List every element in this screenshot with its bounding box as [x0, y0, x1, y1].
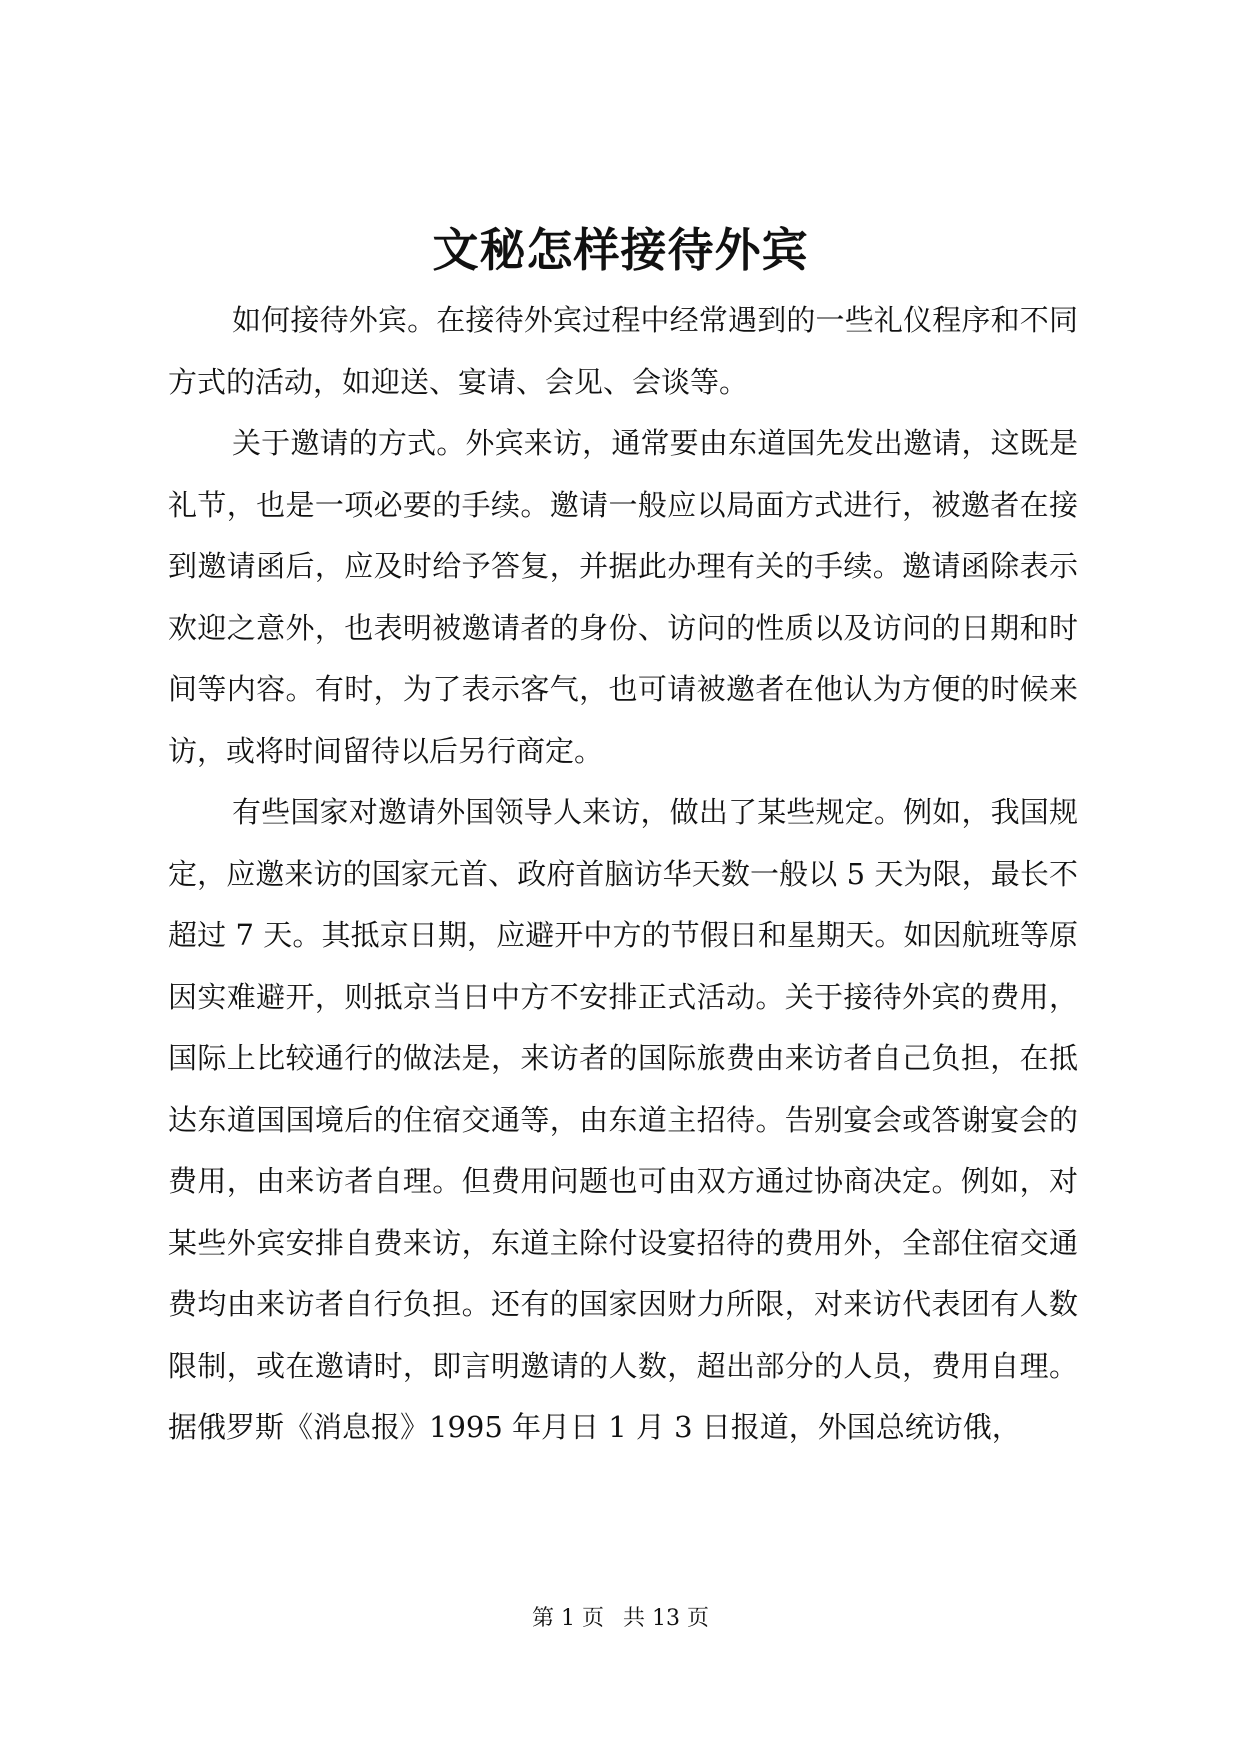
- document-body: [168, 290, 1078, 1459]
- page-number-current: 第 1 页: [532, 1606, 604, 1631]
- paragraph-1: 如何接待外宾。在接待外宾过程中经常遇到的一些礼仪程序和不同方式的活动，如迎送、宴请、会见、会谈等。: [168, 303, 1078, 399]
- page-footer: [0, 1604, 1241, 1634]
- paragraph-2: 关于邀请的方式。外宾来访，通常要由东道国先发出邀请，这既是礼节，也是一项必要的手续。邀请一般应以局面方式进行，被邀者在接到邀请函后，应及时给予答复，并据此办理有关的手续。邀请函除表示欢迎之意外，也表明被邀请者的身份、访问的性质以及访问的日期和时间等内容。有时，为了表示客气，也可请被邀者在他认为方便的时候来访，或将时间留待以后另行商定。: [168, 426, 1078, 768]
- document-title: 文秘怎样接待外宾: [432, 223, 809, 277]
- page-number-total: 共 13 页: [623, 1606, 709, 1631]
- paragraph-3: 有些国家对邀请外国领导人来访，做出了某些规定。例如，我国规定，应邀来访的国家元首、政府首脑访华天数一般以 5 天为限，最长不超过 7 天。其抵京日期，应避开中方的节假日和星期天。如因航班等原因实难避开，则抵京当日中方不安排正式活动。关于接待外宾的费用，国际上比较通行的做法是，来访者的国际旅费由来访者自己负担，在抵达东道国国境后的住宿交通等，由东道主招待。告别宴会或答谢宴会的费用，由来访者自理。但费用问题也可由双方通过协商决定。例如，对某些外宾安排自费来访，东道主除付设宴招待的费用外，全部住宿交通费均由来访者自行负担。还有的国家因财力所限，对来访代表团有人数限制，或在邀请时，即言明邀请的人数，超出部分的人员，费用自理。据俄罗斯《消息报》1995 年月日 1 月 3 日报道，外国总统访俄，: [168, 795, 1078, 1444]
